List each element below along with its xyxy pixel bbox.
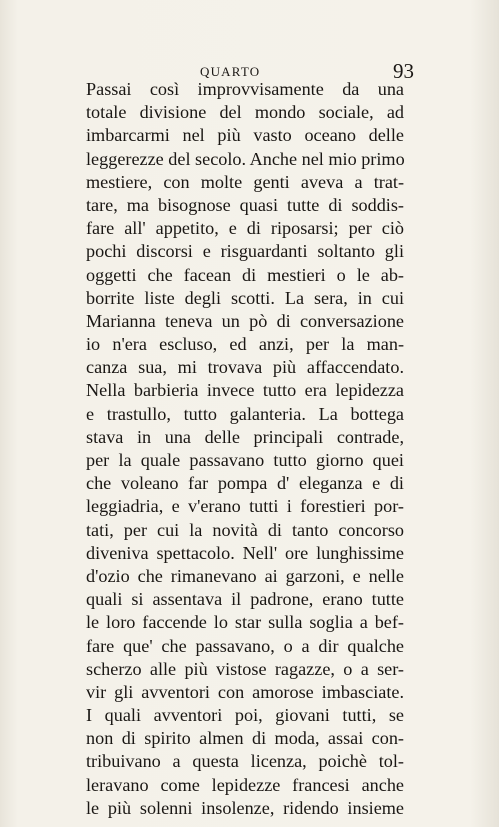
text-line: fare all' appetito, e di riposarsi; per ciò: [86, 218, 404, 239]
text-line: diveniva spettacolo. Nell' ore lunghissime: [86, 542, 404, 563]
text-line: canza sua, mi trovava più affaccendato.: [86, 357, 404, 378]
text-line: leggerezze del secolo. Anche nel mio primo: [86, 148, 405, 169]
text-line: vir gli avventori con amorose imbasciate.: [86, 681, 404, 702]
text-line: quali si assentava il padrone, erano tutte: [86, 589, 404, 610]
body-text: [86, 78, 404, 820]
text-line: le più solenni insolenze, ridendo insieme: [86, 797, 404, 818]
text-line: Marianna teneva un pò di conversazione: [86, 310, 404, 331]
text-line: leravano come lepidezze francesi anche: [86, 774, 404, 795]
text-line: tribuivano a questa licenza, poichè tol-: [86, 751, 404, 772]
text-line: le loro faccende lo star sulla soglia a bef-: [86, 612, 404, 633]
text-line: leggiadria, e v'erano tutti i forestieri por-: [86, 496, 404, 517]
text-line: io n'era escluso, ed anzi, per la man-: [86, 334, 404, 355]
text-line: imbarcarmi nel più vasto oceano delle: [86, 125, 404, 146]
text-line: e trastullo, tutto galanteria. La bottega: [86, 403, 404, 424]
page-number: 93: [393, 59, 414, 83]
text-line: fare que' che passavano, o a dir qualche: [86, 635, 404, 656]
running-title: QUARTO: [200, 64, 261, 79]
text-line: I quali avventori poi, giovani tutti, se: [86, 705, 404, 726]
text-line: mestiere, con molte genti aveva a trat-: [86, 171, 404, 192]
text-line: stava in una delle principali contrade,: [86, 426, 404, 447]
text-line: tare, ma bisognose quasi tutte di soddis-: [86, 194, 404, 215]
text-line: pochi discorsi e risguardanti soltanto gli: [86, 241, 404, 262]
text-line: scherzo alle più vistose ragazze, o a ser-: [86, 658, 404, 679]
text-line: borrite liste degli scotti. La sera, in cui: [86, 287, 404, 308]
text-line: non di spirito almen di moda, assai con-: [86, 728, 404, 749]
text-line: che voleano far pompa d' eleganza e di: [86, 473, 404, 494]
text-line: tati, per cui la novità di tanto concorso: [86, 519, 404, 540]
text-line: Passai così improvvisamente da una: [86, 79, 404, 99]
text-line: oggetti che facean di mestieri o le ab-: [86, 264, 404, 285]
text-line: per la quale passavano tutto giorno quei: [86, 450, 404, 470]
text-line: Nella barbieria invece tutto era lepidezza: [86, 380, 404, 401]
text-line: d'ozio che rimanevano ai garzoni, e nelle: [86, 565, 404, 586]
text-line: totale divisione del mondo sociale, ad: [86, 102, 404, 123]
